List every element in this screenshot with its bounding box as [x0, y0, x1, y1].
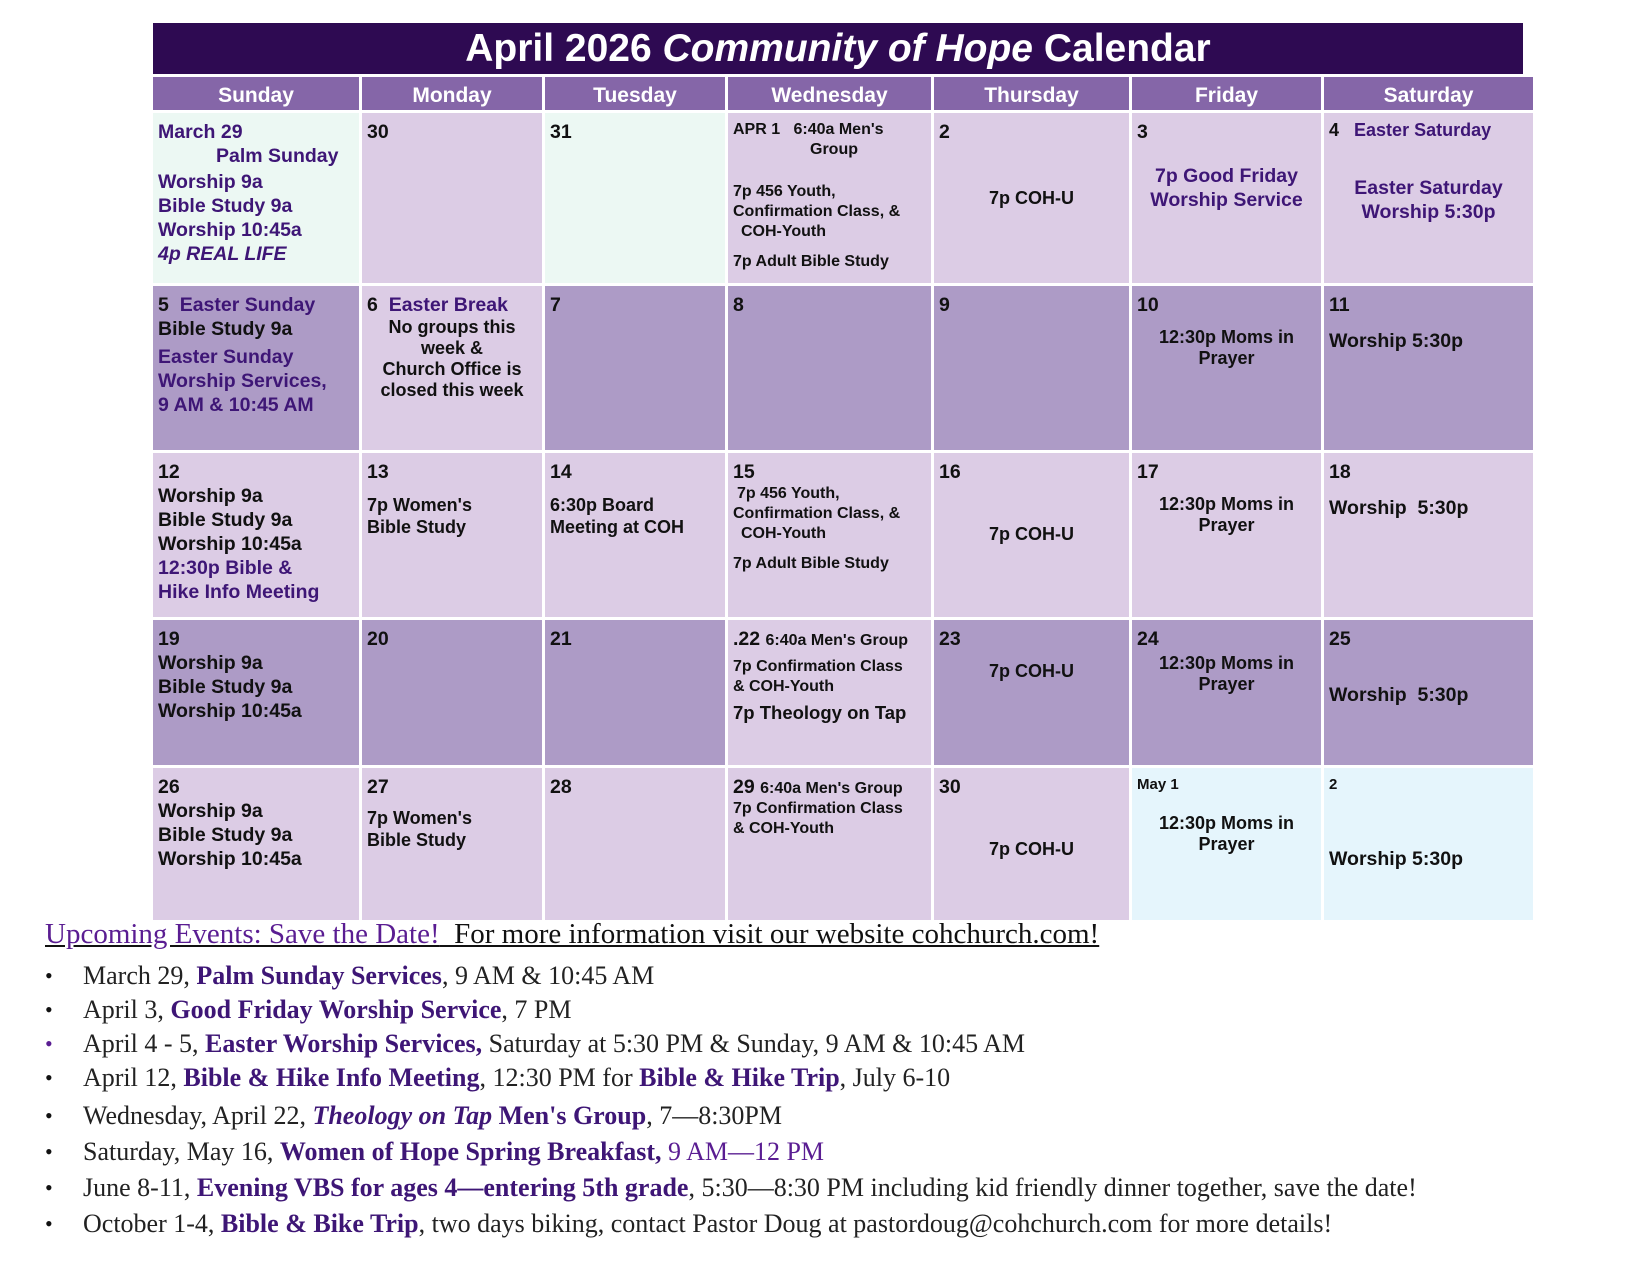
day-cell-may-2 [1324, 768, 1533, 920]
event-name: Theology on Tap [312, 1101, 493, 1130]
event-item: 7p Adult Bible Study [733, 555, 889, 572]
day-heading: Easter Saturday [1354, 120, 1492, 140]
day-cell-apr-28 [545, 768, 725, 920]
day-cell-apr-13 [362, 453, 542, 617]
event-item: 7p Confirmation Class [733, 658, 903, 675]
event-item: Easter Sunday [158, 346, 294, 368]
event-item: Worship 9a [158, 171, 263, 193]
event-item: Worship 10:45a [158, 219, 302, 241]
event-item: & COH-Youth [733, 678, 835, 695]
day-cell-mar-29 [153, 113, 359, 283]
day-date: 10 [1137, 294, 1159, 316]
bullet-icon: • [45, 997, 53, 1022]
list-item [45, 1135, 1635, 1169]
day-cell-apr-25 [1324, 620, 1533, 765]
event-item: Bible Study 9a [158, 509, 293, 531]
day-date: 20 [367, 628, 389, 650]
day-date: 28 [550, 776, 572, 798]
day-heading: Easter Break [388, 294, 508, 316]
event-date: April 3, [83, 995, 171, 1024]
day-date: 23 [939, 628, 961, 650]
event-name: Bible & Hike Info Meeting [183, 1063, 480, 1092]
event-item: 7p Confirmation Class [733, 800, 903, 817]
day-cell-apr-20 [362, 620, 542, 765]
bullet-icon: • [45, 1211, 53, 1236]
day-cell-apr-8 [728, 286, 931, 450]
list-item [45, 993, 1635, 1027]
event-item: Bible Study [367, 830, 467, 850]
calendar-title [153, 23, 1523, 74]
day-cell-apr-18 [1324, 453, 1533, 617]
event-item: Prayer [1198, 834, 1255, 854]
event-detail: , two days biking, contact Pastor Doug at pastordoug@cohchurch.com for more details! [418, 1209, 1333, 1238]
day-cell-apr-2 [934, 113, 1129, 283]
day-date: March 29 [158, 121, 243, 143]
event-item: Worship 5:30p [1329, 330, 1463, 352]
day-cell-apr-30 [934, 768, 1129, 920]
header-monday: Monday [362, 77, 542, 110]
bullet-icon: • [45, 1139, 53, 1164]
event-item: 7p 456 Youth, [737, 485, 840, 502]
event-item: Confirmation Class, & [733, 505, 901, 522]
day-cell-apr-15 [728, 453, 931, 617]
event-item: Worship 9a [158, 652, 263, 674]
header-tuesday: Tuesday [545, 77, 725, 110]
event-date: April 12, [83, 1063, 184, 1092]
event-item: Worship 10:45a [158, 848, 302, 870]
event-item: 12:30p Bible & [158, 557, 293, 579]
day-cell-apr-23 [934, 620, 1129, 765]
event-item: 12:30p Moms in [1158, 494, 1295, 514]
day-heading: Easter Sunday [179, 294, 316, 316]
event-item: 6:40a Men's Group [765, 632, 909, 649]
day-date: 27 [367, 776, 389, 798]
upcoming-heading-save: Upcoming Events: Save the Date! [45, 918, 440, 950]
event-item: 7p 456 Youth, [733, 183, 836, 200]
day-date: 30 [367, 121, 389, 143]
day-date: 19 [158, 628, 180, 650]
title-church: Community of Hope [662, 27, 1033, 70]
event-item: Prayer [1198, 674, 1255, 694]
event-item: 7p COH-U [989, 661, 1074, 681]
list-item [45, 1099, 1635, 1133]
day-date: 4 [1329, 120, 1340, 140]
header-wednesday: Wednesday [728, 77, 931, 110]
event-name: Women of Hope Spring Breakfast, [279, 1137, 662, 1166]
day-date: 17 [1137, 461, 1159, 483]
event-item: 7p COH-U [989, 188, 1074, 208]
event-item: 6:30p Board [550, 495, 655, 515]
header-sunday: Sunday [153, 77, 359, 110]
day-cell-apr-12 [153, 453, 359, 617]
event-item: Confirmation Class, & [733, 203, 901, 220]
day-date: 26 [158, 776, 180, 798]
upcoming-heading-website: For more information visit our website cohchurch.com! [439, 918, 1100, 950]
day-cell-apr-26 [153, 768, 359, 920]
event-item: Worship 10:45a [158, 533, 302, 555]
event-item: 6:40a Men's Group [760, 780, 903, 797]
upcoming-list [45, 959, 1635, 1241]
event-name: Evening VBS for ages 4—entering 5th grade [196, 1173, 689, 1202]
event-detail: , 9 AM & 10:45 AM [441, 961, 655, 990]
event-item: Prayer [1198, 515, 1255, 535]
day-date: 13 [367, 461, 389, 483]
day-date: 30 [939, 776, 961, 798]
event-item: COH-Youth [741, 525, 827, 542]
event-item: 4p REAL LIFE [158, 243, 287, 265]
day-cell-apr-7 [545, 286, 725, 450]
event-date: Wednesday, April 22, [83, 1101, 313, 1130]
bullet-icon: • [45, 1031, 53, 1056]
event-item: 7p Good Friday [1154, 165, 1298, 187]
day-date: 2 [939, 121, 950, 143]
event-detail: , 7 PM [501, 995, 572, 1024]
event-item: 7p Women's [367, 495, 472, 515]
notice-line: Church Office is [382, 359, 522, 379]
event-item: Bible Study 9a [158, 824, 293, 846]
notice-line: closed this week [380, 380, 524, 400]
event-name: Men's Group [492, 1101, 647, 1130]
day-date: 25 [1329, 628, 1351, 650]
day-cell-apr-4 [1324, 113, 1533, 283]
day-date: 15 [733, 461, 755, 483]
day-cell-apr-21 [545, 620, 725, 765]
notice-line: No groups this [388, 317, 516, 337]
event-item: Worship 10:45a [158, 700, 302, 722]
day-cell-apr-16 [934, 453, 1129, 617]
event-item: Group [810, 141, 858, 158]
event-item: Worship 9a [158, 800, 263, 822]
day-date: 5 [158, 294, 169, 316]
event-item: 7p COH-U [989, 839, 1074, 859]
event-item: & COH-Youth [733, 820, 835, 837]
bullet-icon: • [45, 963, 53, 988]
bullet-icon: • [45, 1175, 53, 1200]
event-detail: , 7—8:30PM [646, 1101, 782, 1130]
list-item [45, 1061, 1635, 1095]
event-item: 12:30p Moms in [1158, 653, 1295, 673]
event-date: October 1-4, [83, 1209, 221, 1238]
day-cell-apr-9 [934, 286, 1129, 450]
day-date: 16 [939, 461, 961, 483]
event-item: 7p COH-U [989, 524, 1074, 544]
event-date: March 29, [83, 961, 197, 990]
day-cell-may-1 [1132, 768, 1321, 920]
list-item [45, 959, 1635, 993]
day-cell-apr-24 [1132, 620, 1321, 765]
event-item: Worship 9a [158, 485, 263, 507]
event-item: Bible Study 9a [158, 676, 293, 698]
day-date: 6 [367, 294, 378, 316]
notice-line: week & [420, 338, 484, 358]
day-date: 14 [550, 461, 572, 483]
day-date: 8 [733, 294, 744, 316]
event-item: Worship Service [1150, 189, 1303, 211]
day-date: 24 [1137, 628, 1159, 650]
event-item: Bible Study 9a [158, 318, 293, 340]
day-cell-apr-6 [362, 286, 542, 450]
list-item [45, 1027, 1635, 1061]
event-name: Bible & Hike Trip [639, 1063, 840, 1092]
title-calendar: Calendar [1043, 27, 1211, 70]
event-name: Palm Sunday Services [196, 961, 442, 990]
event-item: 12:30p Moms in [1158, 813, 1295, 833]
event-item: 9 AM & 10:45 AM [158, 394, 314, 416]
day-cell-apr-27 [362, 768, 542, 920]
event-detail: , 12:30 PM for [479, 1063, 640, 1092]
calendar-grid [153, 77, 1523, 920]
upcoming-events [45, 918, 1635, 1241]
day-date: 18 [1329, 461, 1351, 483]
event-name: Easter Worship Services, [205, 1029, 483, 1058]
event-item: Bible Study [367, 517, 467, 537]
day-cell-apr-17 [1132, 453, 1321, 617]
event-detail: Saturday at 5:30 PM & Sunday, 9 AM & 10:45 AM [482, 1029, 1026, 1058]
day-date: 29 [733, 776, 755, 798]
event-item: Prayer [1198, 348, 1255, 368]
day-date: 3 [1137, 121, 1148, 143]
day-date: 21 [550, 628, 572, 650]
event-item: Meeting at COH [550, 517, 685, 537]
day-date: 7 [550, 294, 561, 316]
event-item: Worship 5:30p [1361, 201, 1496, 223]
event-item: 7p Adult Bible Study [733, 253, 889, 270]
day-cell-apr-1 [728, 113, 931, 283]
day-date: .22 [733, 628, 761, 650]
event-item: 6:40a Men's [793, 121, 884, 138]
day-date: 11 [1329, 294, 1350, 316]
event-name: Bible & Bike Trip [220, 1209, 419, 1238]
event-item: Worship 5:30p [1329, 848, 1463, 870]
day-heading: Palm Sunday [216, 145, 339, 167]
event-date: June 8-11, [83, 1173, 197, 1202]
event-detail: 9 AM—12 PM [661, 1137, 825, 1166]
bullet-icon: • [45, 1065, 53, 1090]
upcoming-heading [45, 918, 1635, 951]
event-item: Hike Info Meeting [158, 581, 320, 603]
event-item: Worship Services, [158, 370, 327, 392]
list-item [45, 1171, 1635, 1205]
event-date: Saturday, May 16, [83, 1137, 280, 1166]
day-cell-apr-11 [1324, 286, 1533, 450]
bullet-icon: • [45, 1103, 53, 1128]
header-saturday: Saturday [1324, 77, 1533, 110]
day-date: 12 [158, 461, 180, 483]
day-cell-apr-29 [728, 768, 931, 920]
calendar [153, 23, 1523, 920]
header-thursday: Thursday [934, 77, 1129, 110]
event-item: Easter Saturday [1354, 177, 1503, 199]
event-detail: , 5:30—8:30 PM including kid friendly dinner together, save the date! [688, 1173, 1417, 1202]
title-month: April 2026 [465, 27, 652, 70]
event-item: Worship 5:30p [1329, 497, 1469, 519]
day-date: 9 [939, 294, 950, 316]
day-cell-apr-22 [728, 620, 931, 765]
list-item [45, 1207, 1635, 1241]
day-date: 2 [1329, 776, 1338, 793]
event-item: Bible Study 9a [158, 195, 293, 217]
day-date: 31 [550, 121, 572, 143]
day-cell-apr-5 [153, 286, 359, 450]
day-cell-mar-31 [545, 113, 725, 283]
event-item: COH-Youth [741, 223, 827, 240]
event-name: Good Friday Worship Service [170, 995, 502, 1024]
event-date: April 4 - 5, [83, 1029, 206, 1058]
day-cell-apr-14 [545, 453, 725, 617]
day-cell-apr-3 [1132, 113, 1321, 283]
day-cell-apr-19 [153, 620, 359, 765]
header-friday: Friday [1132, 77, 1321, 110]
event-detail: , July 6-10 [839, 1063, 951, 1092]
event-item: 7p Women's [367, 808, 472, 828]
event-item: 7p Theology on Tap [733, 702, 907, 723]
day-cell-apr-10 [1132, 286, 1321, 450]
day-date: APR 1 [733, 121, 781, 138]
day-cell-mar-30 [362, 113, 542, 283]
event-item: Worship 5:30p [1329, 684, 1469, 706]
day-date: May 1 [1137, 776, 1179, 793]
event-item: 12:30p Moms in [1158, 327, 1295, 347]
